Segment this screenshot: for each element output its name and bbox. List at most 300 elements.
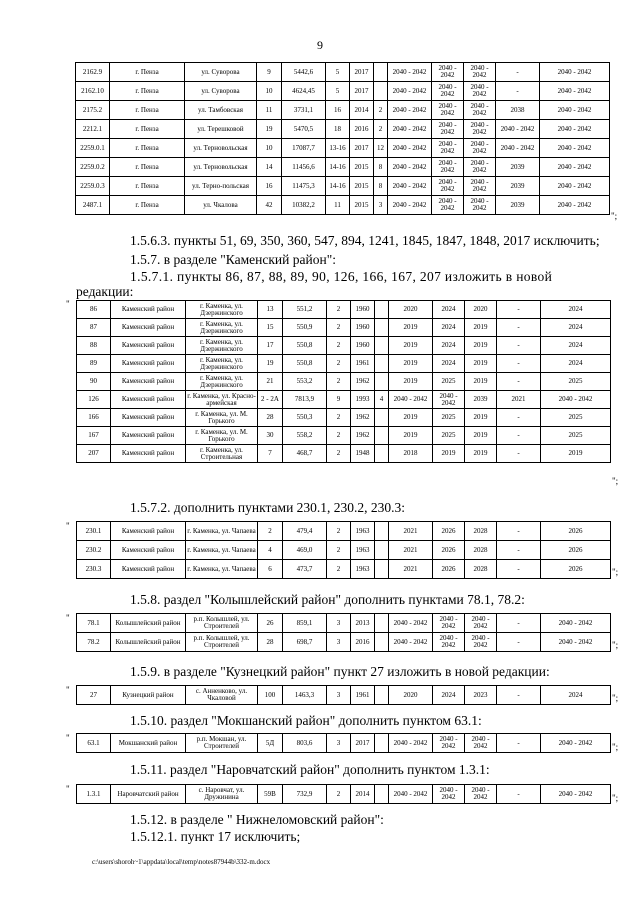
table-cell: г. Пенза: [110, 120, 185, 139]
table-cell: [375, 522, 389, 541]
table-cell: ул. Терновольская: [185, 139, 257, 158]
table-cell: -: [497, 445, 541, 463]
table-cell: 2040 - 2042: [540, 82, 610, 101]
table-cell: 2018: [389, 445, 433, 463]
table-cell: г. Каменка, ул. Строительная: [186, 445, 258, 463]
table-cell: -: [497, 355, 541, 373]
table-cell: 1961: [351, 355, 375, 373]
table-kamensky: [76, 300, 611, 463]
table-cell: 1963: [351, 522, 375, 541]
table-row: [77, 409, 611, 427]
table-cell: 5470,5: [282, 120, 326, 139]
page-number: 9: [317, 38, 323, 52]
table-cell: 2040 - 2042: [433, 633, 465, 652]
table-cell: 8: [374, 158, 388, 177]
table-cell: 2015: [350, 158, 374, 177]
table-cell: 2019: [389, 319, 433, 337]
table-cell: Каменский район: [111, 560, 186, 579]
quote-close: ";: [611, 211, 618, 221]
table-cell: 27: [77, 686, 111, 705]
table-cell: Каменский район: [111, 427, 186, 445]
table-cell: 2024: [433, 686, 465, 705]
table-cell: Каменский район: [111, 522, 186, 541]
table-cell: 2: [327, 355, 351, 373]
table-cell: 2040 - 2042: [540, 158, 610, 177]
table-cell: 5Д: [258, 734, 283, 753]
table-cell: ул. Суворова: [185, 63, 257, 82]
table-cell: -: [497, 522, 541, 541]
table-cell: Колышлейский район: [111, 633, 186, 652]
table-cell: 2024: [433, 355, 465, 373]
table-cell: -: [497, 785, 541, 804]
table-cell: 2028: [465, 560, 497, 579]
table-cell: 13-16: [326, 139, 350, 158]
table-cell: г. Каменка, ул. Дзержинского: [186, 355, 258, 373]
table-row: [77, 686, 611, 705]
table-cell: 9: [327, 391, 351, 409]
table-cell: 2039: [496, 177, 540, 196]
table-cell: 17: [258, 337, 283, 355]
table-cell: 2040 - 2042: [388, 158, 432, 177]
table-cell: 2021: [389, 560, 433, 579]
table-cell: 2017: [351, 734, 375, 753]
table-cell: 2: [327, 785, 351, 804]
table-cell: 2021: [389, 541, 433, 560]
table-cell: 469,0: [283, 541, 327, 560]
table-cell: 2040 - 2042: [389, 785, 433, 804]
table-cell: с. Анненково, ул. Чкаловой: [186, 686, 258, 705]
table-cell: г. Каменка, ул. М. Горького: [186, 409, 258, 427]
table-cell: 3: [327, 614, 351, 633]
table-row: [77, 319, 611, 337]
table-cell: 2025: [433, 427, 465, 445]
table-cell: 2026: [541, 541, 611, 560]
table-cell: 2040 - 2042: [465, 785, 497, 804]
quote-close: ";: [612, 567, 619, 577]
table-row: [76, 196, 610, 215]
table-cell: 1960: [351, 337, 375, 355]
table-cell: 473,7: [283, 560, 327, 579]
table-cell: 2040 - 2042: [389, 633, 433, 652]
table-cell: 86: [77, 301, 111, 319]
table-cell: 2040 - 2042: [464, 63, 496, 82]
table-row: [76, 158, 610, 177]
table-row: [77, 633, 611, 652]
table-cell: 2040 - 2042: [432, 196, 464, 215]
table-cell: 2175.2: [76, 101, 110, 120]
table-cell: -: [497, 686, 541, 705]
table-cell: 16: [257, 177, 282, 196]
table-cell: р.п. Колышлей, ул. Строителей: [186, 633, 258, 652]
paragraph-1-5-7-1-line1: 1.5.7.1. пункты 86, 87, 88, 89, 90, 126, 166, 167, 207 изложить в новой: [130, 269, 553, 284]
quote-open: ": [66, 685, 70, 695]
table-cell: 5: [326, 82, 350, 101]
table-cell: 13: [258, 301, 283, 319]
table-cell: 2040 - 2042: [464, 82, 496, 101]
table-cell: [375, 319, 389, 337]
paragraph-1-5-7-1-line2: редакции:: [76, 284, 134, 299]
table-cell: 10382,2: [282, 196, 326, 215]
table-cell: Наровчатский район: [111, 785, 186, 804]
table-cell: 11: [326, 196, 350, 215]
table-cell: 1960: [351, 319, 375, 337]
table-cell: 2014: [351, 785, 375, 804]
table-cell: 2040 - 2042: [465, 614, 497, 633]
table-kolyshley: [76, 613, 611, 652]
table-cell: 11475,3: [282, 177, 326, 196]
table-cell: 2017: [350, 82, 374, 101]
table-cell: г. Пенза: [110, 139, 185, 158]
table-cell: 4: [258, 541, 283, 560]
paragraph-1-5-10: 1.5.10. раздел "Мокшанский район" дополнить пунктом 63.1:: [130, 713, 482, 728]
table-cell: 1960: [351, 301, 375, 319]
table-cell: г. Пенза: [110, 63, 185, 82]
quote-open: ": [66, 521, 70, 531]
table-cell: 2040 - 2042: [496, 139, 540, 158]
table-cell: 1463,3: [283, 686, 327, 705]
table-cell: 2040 - 2042: [541, 785, 611, 804]
table-cell: 28: [258, 633, 283, 652]
table-cell: 17087,7: [282, 139, 326, 158]
table-cell: 2: [327, 560, 351, 579]
table-cell: 2040 - 2042: [540, 196, 610, 215]
table-cell: 1962: [351, 409, 375, 427]
table-cell: Каменский район: [111, 409, 186, 427]
table-cell: 2013: [351, 614, 375, 633]
table-cell: 2025: [541, 427, 611, 445]
quote-open: ": [66, 733, 70, 743]
table-cell: 2: [327, 409, 351, 427]
table-cell: 2019: [465, 427, 497, 445]
table-cell: 2015: [350, 196, 374, 215]
table-cell: 550,8: [283, 337, 327, 355]
table-cell: Каменский район: [111, 445, 186, 463]
table-cell: 551,2: [283, 301, 327, 319]
table-cell: -: [497, 301, 541, 319]
table-cell: 11456,6: [282, 158, 326, 177]
table-cell: ул. Терешковой: [185, 120, 257, 139]
table-cell: 2: [327, 373, 351, 391]
table-cell: Каменский район: [111, 391, 186, 409]
table-cell: 26: [258, 614, 283, 633]
table-cell: 3: [327, 633, 351, 652]
table-cell: 803,6: [283, 734, 327, 753]
table-row: [76, 63, 610, 82]
table-cell: Кузнецкий район: [111, 686, 186, 705]
table-cell: 2: [327, 337, 351, 355]
table-cell: 2040 - 2042: [433, 785, 465, 804]
table-cell: -: [497, 614, 541, 633]
table-cell: [375, 686, 389, 705]
table-cell: 2019: [389, 337, 433, 355]
table-cell: [375, 427, 389, 445]
table-cell: Каменский район: [111, 337, 186, 355]
table-cell: -: [497, 541, 541, 560]
table-cell: -: [497, 427, 541, 445]
table-cell: 2020: [389, 301, 433, 319]
table-row: [76, 120, 610, 139]
table-cell: 6: [258, 560, 283, 579]
table-cell: 28: [258, 409, 283, 427]
table-cell: р.п. Мокшан, ул. Строителей: [186, 734, 258, 753]
table-cell: [374, 63, 388, 82]
table-row: [77, 427, 611, 445]
table-cell: ул. Терно-польская: [185, 177, 257, 196]
table-cell: г. Каменка, ул. Красно-армейская: [187, 391, 256, 407]
table-cell: 2021: [389, 522, 433, 541]
paragraph-1-5-7: 1.5.7. в разделе "Каменский район":: [130, 252, 336, 267]
table-cell: Колышлейский район: [111, 614, 186, 633]
table-cell: 2: [327, 522, 351, 541]
table-cell: 2019: [389, 373, 433, 391]
table-row: [77, 445, 611, 463]
table-row: [76, 139, 610, 158]
table-cell: [375, 785, 389, 804]
table-cell: Каменский район: [111, 319, 186, 337]
table-cell: 2025: [541, 373, 611, 391]
table-cell: 2040 - 2042: [433, 734, 465, 753]
table-cell: 2019: [541, 445, 611, 463]
table-cell: [374, 82, 388, 101]
table-cell: 3: [374, 196, 388, 215]
table-cell: 7: [258, 445, 283, 463]
table-cell: 2019: [389, 355, 433, 373]
table-cell: 2026: [433, 541, 465, 560]
quote-open: ": [66, 613, 70, 623]
table-cell: 2040 - 2042: [433, 391, 465, 409]
paragraph-1-5-8: 1.5.8. раздел "Колышлейский район" дополнить пунктами 78.1, 78.2:: [130, 592, 525, 607]
table-cell: 2026: [433, 560, 465, 579]
table-cell: 2019: [389, 427, 433, 445]
table-cell: 2019: [465, 337, 497, 355]
table-cell: [375, 409, 389, 427]
table-cell: 2024: [433, 337, 465, 355]
table-cell: 2040 - 2042: [432, 101, 464, 120]
paragraph-1-5-11: 1.5.11. раздел "Наровчатский район" дополнить пунктом 1.3.1:: [130, 762, 490, 777]
footer-path: c:\users\shoroh~1\appdata\local\temp\notes87944b\332-m.docx: [92, 858, 271, 866]
table-cell: 2024: [541, 319, 611, 337]
table-cell: 2019: [389, 409, 433, 427]
table-cell: 2259.0.3: [76, 177, 110, 196]
table-mokshan: [76, 733, 611, 753]
paragraph-1-5-6-3: 1.5.6.3. пункты 51, 69, 350, 360, 547, 894, 1241, 1845, 1847, 1848, 2017 исключить;: [130, 233, 600, 248]
table-penza: [75, 62, 610, 215]
table-cell: 15: [258, 319, 283, 337]
table-cell: 2: [374, 101, 388, 120]
table-cell: 14-16: [326, 177, 350, 196]
quote-close: ";: [612, 476, 619, 486]
table-cell: 207: [77, 445, 111, 463]
table-cell: 732,9: [283, 785, 327, 804]
table-cell: 42: [257, 196, 282, 215]
paragraph-1-5-12: 1.5.12. в разделе " Нижнеломовский район":: [130, 812, 384, 827]
table-cell: -: [497, 560, 541, 579]
table-cell: 2028: [465, 522, 497, 541]
table-cell: 5: [326, 63, 350, 82]
table-cell: 63.1: [77, 734, 111, 753]
table-cell: г. Пенза: [110, 82, 185, 101]
table-cell: 468,7: [283, 445, 327, 463]
table-cell: г. Каменка, ул. Чапаева: [186, 522, 258, 541]
table-cell: 2017: [350, 63, 374, 82]
table-cell: 2040 - 2042: [464, 101, 496, 120]
table-cell: 479,4: [283, 522, 327, 541]
table-cell: 90: [77, 373, 111, 391]
table-cell: ул. Тамбовская: [185, 101, 257, 120]
table-cell: 2039: [465, 391, 497, 409]
table-cell: 558,2: [283, 427, 327, 445]
table-cell: 2: [327, 541, 351, 560]
table-cell: 2040 - 2042: [432, 139, 464, 158]
table-row: [76, 82, 610, 101]
table-cell: 550,8: [283, 355, 327, 373]
table-cell: 2039: [496, 158, 540, 177]
table-cell: 2040 - 2042: [540, 101, 610, 120]
table-cell: 2040 - 2042: [389, 391, 433, 409]
table-row: [77, 373, 611, 391]
table-cell: [375, 560, 389, 579]
table-cell: 1963: [351, 560, 375, 579]
table-cell: 2 - 2А: [258, 391, 283, 409]
table-cell: 2212.1: [76, 120, 110, 139]
table-cell: -: [497, 633, 541, 652]
table-cell: 2040 - 2042: [389, 734, 433, 753]
table-cell: 21: [258, 373, 283, 391]
table-cell: 14: [257, 158, 282, 177]
table-kamensky-add: [76, 521, 611, 579]
table-cell: 2024: [541, 301, 611, 319]
table-cell: 859,1: [283, 614, 327, 633]
paragraph-1-5-12-1: 1.5.12.1. пункт 17 исключить;: [130, 829, 301, 844]
table-cell: 2040 - 2042: [464, 196, 496, 215]
table-cell: 100: [258, 686, 283, 705]
table-cell: 2019: [465, 319, 497, 337]
table-cell: 2040 - 2042: [540, 177, 610, 196]
table-cell: 230.1: [77, 522, 111, 541]
table-cell: [375, 734, 389, 753]
table-row: [77, 337, 611, 355]
table-cell: 2016: [350, 120, 374, 139]
table-cell: 10: [257, 82, 282, 101]
table-cell: 2020: [389, 686, 433, 705]
table-cell: 2019: [433, 445, 465, 463]
table-cell: 19: [258, 355, 283, 373]
table-narovchat: [76, 784, 611, 804]
table-cell: 1961: [351, 686, 375, 705]
table-row: [77, 301, 611, 319]
table-cell: 2040 - 2042: [388, 139, 432, 158]
table-cell: 1.3.1: [77, 785, 111, 804]
table-cell: -: [497, 319, 541, 337]
table-cell: -: [496, 63, 540, 82]
table-cell: -: [497, 337, 541, 355]
table-cell: 2038: [496, 101, 540, 120]
table-cell: г. Пенза: [110, 196, 185, 215]
table-cell: 2040 - 2042: [433, 614, 465, 633]
quote-close: ";: [612, 640, 619, 650]
table-cell: [375, 614, 389, 633]
table-cell: 2040 - 2042: [540, 139, 610, 158]
table-cell: 2259.0.2: [76, 158, 110, 177]
table-cell: 89: [77, 355, 111, 373]
table-cell: 5442,6: [282, 63, 326, 82]
table-cell: 2039: [496, 196, 540, 215]
table-cell: 2040 - 2042: [465, 633, 497, 652]
table-cell: 2040 - 2042: [541, 391, 611, 409]
table-cell: 78.1: [77, 614, 111, 633]
table-cell: 2040 - 2042: [388, 177, 432, 196]
table-cell: 2487.1: [76, 196, 110, 215]
table-cell: Каменский район: [111, 373, 186, 391]
table-cell: 2259.0.1: [76, 139, 110, 158]
table-cell: 2040 - 2042: [496, 120, 540, 139]
table-cell: 2: [327, 319, 351, 337]
quote-open: ": [66, 784, 70, 794]
table-cell: 2040 - 2042: [388, 120, 432, 139]
table-cell: 11: [257, 101, 282, 120]
table-cell: г. Каменка, ул. М. Горького: [186, 427, 258, 445]
table-cell: 87: [77, 319, 111, 337]
table-cell: г. Каменка, ул. Чапаева: [186, 560, 258, 579]
table-cell: 2040 - 2042: [541, 614, 611, 633]
table-cell: 2019: [465, 373, 497, 391]
table-cell: 2040 - 2042: [388, 82, 432, 101]
table-cell: г. Каменка, ул. Дзержинского: [186, 373, 258, 391]
table-cell: 2024: [433, 319, 465, 337]
table-cell: 2040 - 2042: [432, 82, 464, 101]
table-cell: 2021: [497, 391, 541, 409]
table-cell: Мокшанский район: [111, 734, 186, 753]
table-cell: 78.2: [77, 633, 111, 652]
table-cell: -: [497, 409, 541, 427]
table-cell: Каменский район: [111, 355, 186, 373]
quote-close: ";: [612, 693, 619, 703]
table-cell: 2: [374, 120, 388, 139]
table-cell: ул. Суворова: [185, 82, 257, 101]
table-cell: Каменский район: [111, 301, 186, 319]
table-cell: 2019: [465, 409, 497, 427]
table-row: [77, 560, 611, 579]
table-cell: 2040 - 2042: [464, 139, 496, 158]
table-cell: 2024: [541, 337, 611, 355]
table-row: [76, 101, 610, 120]
table-cell: 2020: [465, 301, 497, 319]
table-cell: 698,7: [283, 633, 327, 652]
table-cell: [375, 373, 389, 391]
table-cell: 12: [374, 139, 388, 158]
table-row: [77, 614, 611, 633]
table-cell: 126: [77, 391, 111, 409]
table-cell: 2025: [433, 409, 465, 427]
table-cell: 1963: [351, 541, 375, 560]
table-kuznetsk: [76, 685, 611, 705]
table-cell: 2040 - 2042: [432, 158, 464, 177]
table-row: [77, 541, 611, 560]
table-cell: 2026: [541, 522, 611, 541]
quote-open: ": [66, 299, 70, 309]
table-cell: 2040 - 2042: [432, 177, 464, 196]
table-row: [77, 391, 611, 409]
quote-close: ";: [612, 793, 619, 803]
table-row: [76, 177, 610, 196]
table-cell: Каменский район: [111, 541, 186, 560]
table-cell: с. Наровчат, ул. Дружинина: [186, 785, 258, 804]
table-cell: 2: [258, 522, 283, 541]
table-cell: 2040 - 2042: [432, 120, 464, 139]
table-cell: 2040 - 2042: [541, 633, 611, 652]
table-cell: 4624,45: [282, 82, 326, 101]
table-cell: г. Пенза: [110, 158, 185, 177]
